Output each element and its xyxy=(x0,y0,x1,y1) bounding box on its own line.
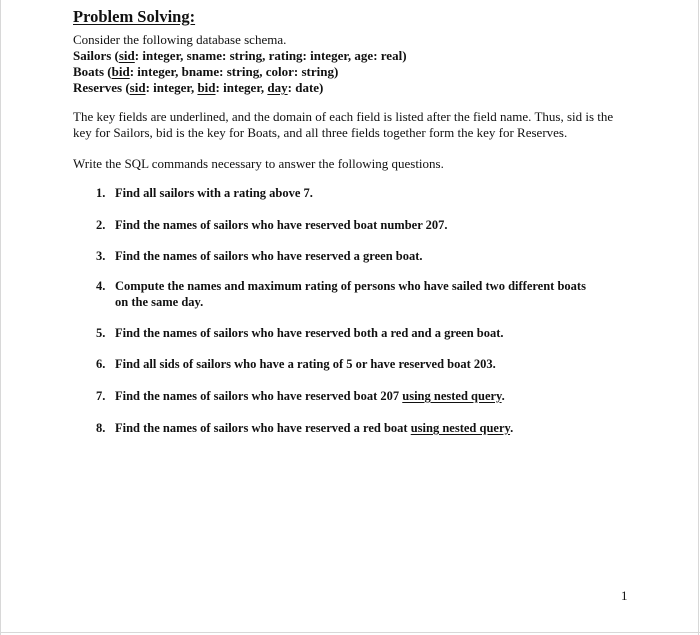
question-number: 4. xyxy=(96,279,106,293)
schema-boats xyxy=(73,64,407,80)
question-number: 3. xyxy=(96,249,106,263)
sailors-fields: : integer, sname: string, rating: integer, age: real) xyxy=(134,48,407,63)
question-number: 1. xyxy=(96,186,106,200)
question-item xyxy=(96,218,448,234)
schema-reserves xyxy=(73,80,407,96)
question-text: Find the names of sailors who have reserved a red boat xyxy=(115,421,411,435)
question-number: 5. xyxy=(96,326,106,340)
question-number: 6. xyxy=(96,357,106,371)
question-text: Find the names of sailors who have reserved both a red and a green boat. xyxy=(115,326,504,340)
question-item xyxy=(96,357,496,373)
schema-block xyxy=(73,32,407,96)
page-border-bottom xyxy=(0,632,700,633)
question-text-continued: on the same day. xyxy=(115,294,204,309)
reserves-day-type: : date) xyxy=(287,80,324,95)
question-number: 2. xyxy=(96,218,106,232)
sailors-key-field: sid xyxy=(118,48,135,63)
question-item xyxy=(96,279,586,310)
question-text: Find the names of sailors who have reserved boat number 207. xyxy=(115,218,448,232)
reserves-key-sid: sid xyxy=(129,80,146,95)
reserves-bid-type: : integer, xyxy=(215,80,268,95)
question-text: Find all sailors with a rating above 7. xyxy=(115,186,313,200)
reserves-sid-type: : integer, xyxy=(145,80,198,95)
nested-query-emphasis: using nested query xyxy=(402,389,502,403)
question-item xyxy=(96,326,504,342)
schema-intro: Consider the following database schema. xyxy=(73,32,287,47)
question-text: Find the names of sailors who have reserved a green boat. xyxy=(115,249,423,263)
question-period: . xyxy=(510,421,514,435)
schema-sailors xyxy=(73,48,407,64)
question-item xyxy=(96,249,423,265)
page-number: 1 xyxy=(621,588,628,603)
question-text: Find the names of sailors who have reserved boat 207 xyxy=(115,389,403,403)
boats-table-name: Boats ( xyxy=(73,64,112,79)
question-number: 7. xyxy=(96,389,106,403)
boats-key-field: bid xyxy=(111,64,130,79)
page-border-left xyxy=(0,0,1,635)
question-number: 8. xyxy=(96,421,106,435)
question-item xyxy=(96,186,313,202)
question-item xyxy=(96,389,505,405)
reserves-key-bid: bid xyxy=(197,80,216,95)
sailors-table-name: Sailors ( xyxy=(73,48,119,63)
key-explanation-paragraph: The key fields are underlined, and the domain of each field is listed after the field name. Thus, sid is the key for Sailors, bid is the key for Boats, and all three fields together form the key for Reserves. xyxy=(73,109,614,140)
reserves-key-day: day xyxy=(267,80,288,95)
page-heading: Problem Solving: xyxy=(73,7,196,26)
boats-fields: : integer, bname: string, color: string) xyxy=(129,64,339,79)
reserves-table-name: Reserves ( xyxy=(73,80,130,95)
instruction-text: Write the SQL commands necessary to answer the following questions. xyxy=(73,156,444,171)
nested-query-emphasis: using nested query xyxy=(410,421,511,435)
question-text: Find all sids of sailors who have a rating of 5 or have reserved boat 203. xyxy=(115,357,496,371)
question-period: . xyxy=(501,389,505,403)
question-text: Compute the names and maximum rating of persons who have sailed two different boats xyxy=(115,279,586,293)
page-border-right xyxy=(698,0,699,635)
question-item xyxy=(96,421,513,437)
